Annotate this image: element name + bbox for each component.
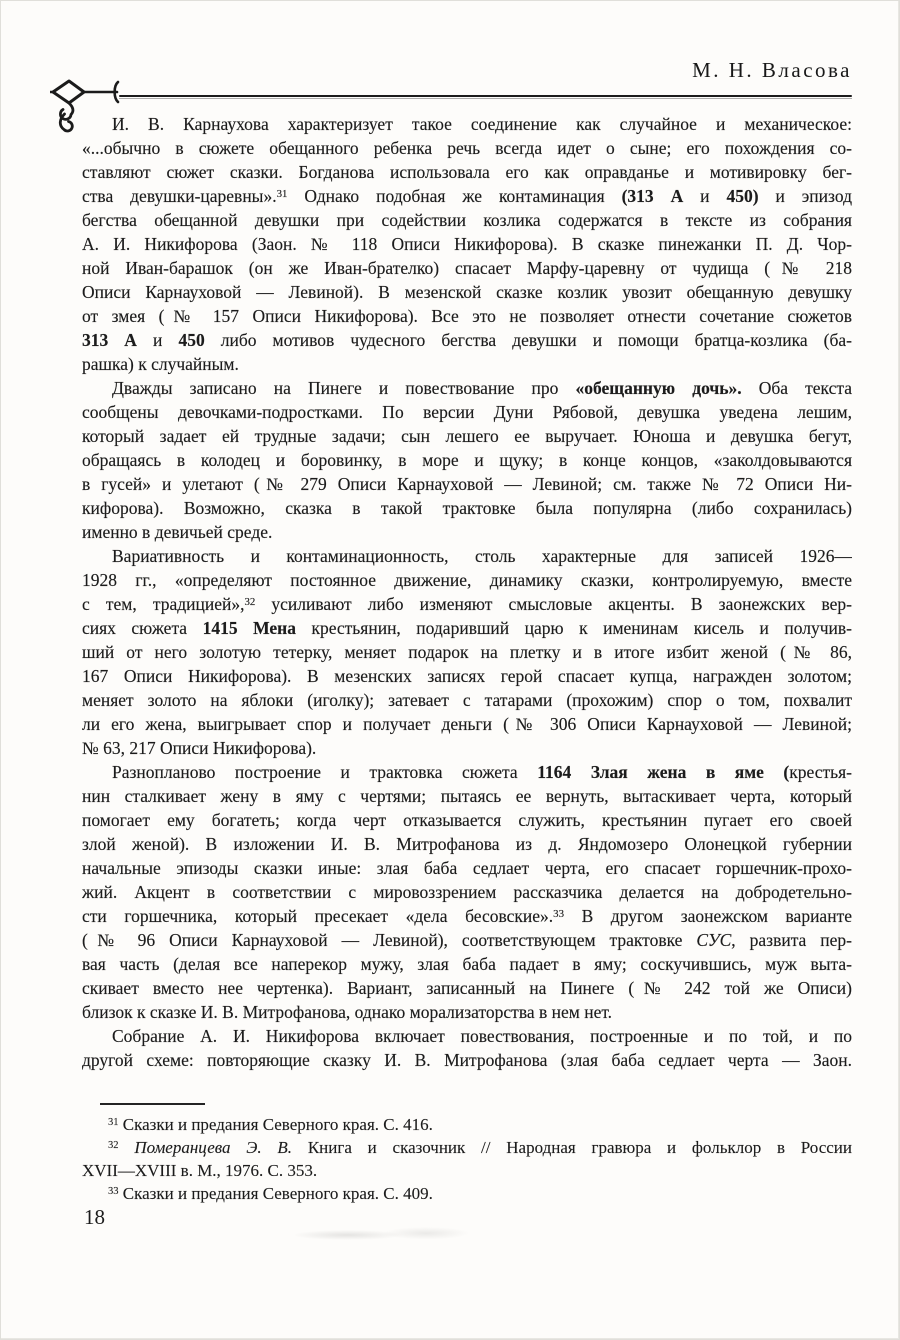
text-segment: другой схеме: повторяющие сказку И. В. Митрофанова (злая баба седлает черта — Заон.	[82, 1050, 852, 1070]
text-segment: Сказки и предания Северного края. С. 409.	[118, 1184, 433, 1203]
text-segment: жий. Акцент в соответствии с мировоззрением рассказчика делается на добродетельно-	[82, 882, 852, 902]
text-segment: ший от него золотую тетерку, меняет подарок на плетку и в итоге избит женой (№ 86,	[82, 642, 852, 662]
text-segment: Померанцева Э. В.	[134, 1138, 293, 1157]
text-line	[82, 640, 852, 664]
text-line	[82, 112, 852, 136]
text-line	[82, 808, 852, 832]
text-segment: , развита пер-	[731, 930, 852, 950]
text-line	[82, 1113, 852, 1136]
text-line	[82, 544, 852, 568]
text-line	[82, 352, 852, 376]
text-segment: И. В. Карнаухова характеризует такое соединение как случайное и механическое:	[112, 114, 852, 134]
text-line	[82, 136, 852, 160]
text-segment: № 63, 217 Описи Никифорова).	[82, 738, 317, 758]
text-line	[82, 400, 852, 424]
text-line	[82, 712, 852, 736]
text-segment: усиливают либо изменяют смысловые акценты. В заонежских вер-	[255, 594, 852, 614]
text-segment: помогает ему богатеть; когда черт отказывается служить, крестьянин пугает его своей	[82, 810, 852, 830]
text-segment: XVII—XVIII в. М., 1976. С. 353.	[82, 1161, 318, 1180]
text-segment: начальные эпизоды сказки иные: злая баба седлает черта, его спасает горшечник-прохо-	[82, 858, 852, 878]
text-segment: бегства обещанной девушки при содействии козлика содержатся в тексте из собрания	[82, 210, 852, 230]
text-segment: А. И. Никифорова (Заон. № 118 Описи Никифорова). В сказке пинежанки П. Д. Чор-	[82, 234, 852, 254]
footnote-ref: 32	[244, 595, 256, 608]
text-segment: рашка) к случайным.	[82, 354, 239, 374]
text-segment: «обещанную дочь».	[575, 378, 742, 398]
text-segment: 450	[178, 330, 205, 350]
text-segment: крестья-	[789, 762, 852, 782]
text-line	[82, 184, 852, 208]
text-segment: и	[683, 186, 727, 206]
text-line	[82, 424, 852, 448]
running-head-author: М. Н. Власова	[692, 58, 852, 82]
text-segment: Книга и сказочник // Народная гравюра и фольклор в России	[292, 1138, 852, 1157]
text-segment: обращаясь в колодец и боровинку, в море и щуку; в конце концов, «заколдовываются	[82, 450, 852, 470]
text-segment: вая часть (делая все наперекор мужу, злая баба падает в яму; соскучившись, муж выта-	[82, 954, 852, 974]
text-line	[82, 952, 852, 976]
text-line	[82, 304, 852, 328]
footnote-ref: 33	[553, 907, 565, 920]
text-segment: в гусей» и улетают (№ 279 Описи Карнауховой — Левиной; см. также № 72 Описи Ни-	[82, 474, 852, 494]
text-segment: Вариативность и контаминационность, столь характерные для записей 1926—	[112, 546, 852, 566]
text-segment: именно в девичьей среде.	[82, 522, 273, 542]
text-segment	[119, 1138, 135, 1157]
text-segment: злой женой). В изложении И. В. Митрофанова из д. Яндомозеро Олонецкой губернии	[82, 834, 852, 854]
text-segment: который задает ей трудные задачи; сын лешего ее выручает. Юноша и девушка бегут,	[82, 426, 852, 446]
text-segment: Дважды записано на Пинеге и повествование про	[112, 378, 576, 398]
text-segment: Описи Карнауховой — Левиной). В мезенской сказке козлик увозит обещанную девушку	[82, 282, 852, 302]
text-line	[82, 160, 852, 184]
text-segment: (313 А	[621, 186, 684, 206]
text-line	[82, 1024, 852, 1048]
text-line	[82, 880, 852, 904]
text-segment: Разнопланово построение и трактовка сюжета	[112, 762, 538, 782]
footnotes	[82, 1113, 852, 1205]
text-segment: и эпизод	[758, 186, 852, 206]
footnote-ref: 32	[108, 1139, 119, 1151]
text-segment: 1415 Мена	[202, 618, 296, 638]
header-rule	[119, 95, 852, 97]
text-line	[82, 496, 852, 520]
footnote-ref: 33	[108, 1185, 119, 1197]
text-segment: меняет золото на яблоки (иголку); затевает с татарами (прохожим) спор о том, похвалит	[82, 690, 852, 710]
text-line	[82, 1159, 852, 1182]
text-line	[82, 376, 852, 400]
text-line	[82, 760, 852, 784]
text-line	[82, 976, 852, 1000]
text-segment: 167 Описи Никифорова). В мезенских записях герой спасает купца, награжден золотом;	[82, 666, 852, 686]
text-line	[82, 256, 852, 280]
text-segment: и	[136, 330, 179, 350]
text-segment: сообщены девочками-подростками. По версии Дуни Рябовой, девушка уведена лешим,	[82, 402, 852, 422]
text-line	[82, 928, 852, 952]
text-segment: либо мотивов чудесного бегства девушки и помощи братца-козлика (ба-	[204, 330, 852, 350]
text-line	[82, 1136, 852, 1159]
text-line	[82, 1048, 852, 1072]
text-segment: ной Иван-барашок (он же Иван-брателко) спасает Марфу-царевну от чудища (№ 218	[82, 258, 852, 278]
text-segment: ства девушки-царевны».	[82, 186, 277, 206]
text-segment: 1928 гг., «определяют постоянное движение, динамику сказки, контролируемую, вместе	[82, 570, 852, 590]
text-line	[82, 328, 852, 352]
text-line	[82, 784, 852, 808]
scan-smudge	[295, 1226, 470, 1244]
text-line	[82, 616, 852, 640]
text-line	[82, 736, 852, 760]
text-line	[82, 1000, 852, 1024]
text-line	[82, 208, 852, 232]
text-segment: ставляют сюжет сказки. Богданова использовала его как оправданье и мотивировку бег-	[82, 162, 852, 182]
text-line	[82, 1182, 852, 1205]
text-line	[82, 448, 852, 472]
text-segment: В другом заонежском варианте	[564, 906, 852, 926]
footnote-ref: 31	[276, 187, 288, 200]
text-line	[82, 904, 852, 928]
text-line	[82, 472, 852, 496]
text-segment: (№ 96 Описи Карнауховой — Левиной), соответствующем трактовке	[82, 930, 697, 950]
text-segment: 313 А	[82, 330, 137, 350]
body-text	[82, 112, 852, 1072]
text-segment: СУС	[696, 930, 732, 950]
text-segment: 450)	[726, 186, 759, 206]
text-segment: Однако подобная же контаминация	[287, 186, 622, 206]
text-line	[82, 664, 852, 688]
text-segment: «...обычно в сюжете обещанного ребенка речь всегда идет о сыне; его похождения со-	[82, 138, 852, 158]
text-segment: Собрание А. И. Никифорова включает повествования, построенные и по той, и по	[112, 1026, 852, 1046]
text-line	[82, 568, 852, 592]
text-line	[82, 520, 852, 544]
footnote-ref: 31	[108, 1116, 119, 1128]
text-segment: сти горшечника, который пресекает «дела бесовские».	[82, 906, 554, 926]
text-line	[82, 592, 852, 616]
text-segment: Оба текста	[741, 378, 852, 398]
text-segment: с тем, традицией»,	[82, 594, 245, 614]
text-segment: крестьянин, подаривший царю к именинам кисель и получив-	[295, 618, 852, 638]
text-segment: кифорова). Возможно, сказка в такой трактовке была популярна (либо сохранилась)	[82, 498, 852, 518]
text-segment: нин сталкивает жену в яму с чертями; пытаясь ее вернуть, вытаскивает черта, который	[82, 786, 852, 806]
text-line	[82, 280, 852, 304]
text-line	[82, 832, 852, 856]
text-segment: ли его жена, выигрывает спор и получает деньги (№ 306 Описи Карнауховой — Левиной;	[82, 714, 852, 734]
text-segment: 1164 Злая жена в яме (	[537, 762, 790, 782]
text-segment: Сказки и предания Северного края. С. 416.	[118, 1115, 433, 1134]
text-line	[82, 688, 852, 712]
text-segment: сиях сюжета	[82, 618, 203, 638]
page-number: 18	[84, 1205, 105, 1229]
footnote-separator	[100, 1103, 205, 1105]
text-segment: близок к сказке И. В. Митрофанова, однако морализаторства в нем нет.	[82, 1002, 613, 1022]
text-segment: от змея (№ 157 Описи Никифорова). Все это не позволяет отнести сочетание сюжетов	[82, 306, 852, 326]
text-line	[82, 232, 852, 256]
text-line	[82, 856, 852, 880]
text-segment: скивает вместо нее чертенка). Вариант, записанный на Пинеге (№ 242 той же Описи)	[82, 978, 852, 998]
